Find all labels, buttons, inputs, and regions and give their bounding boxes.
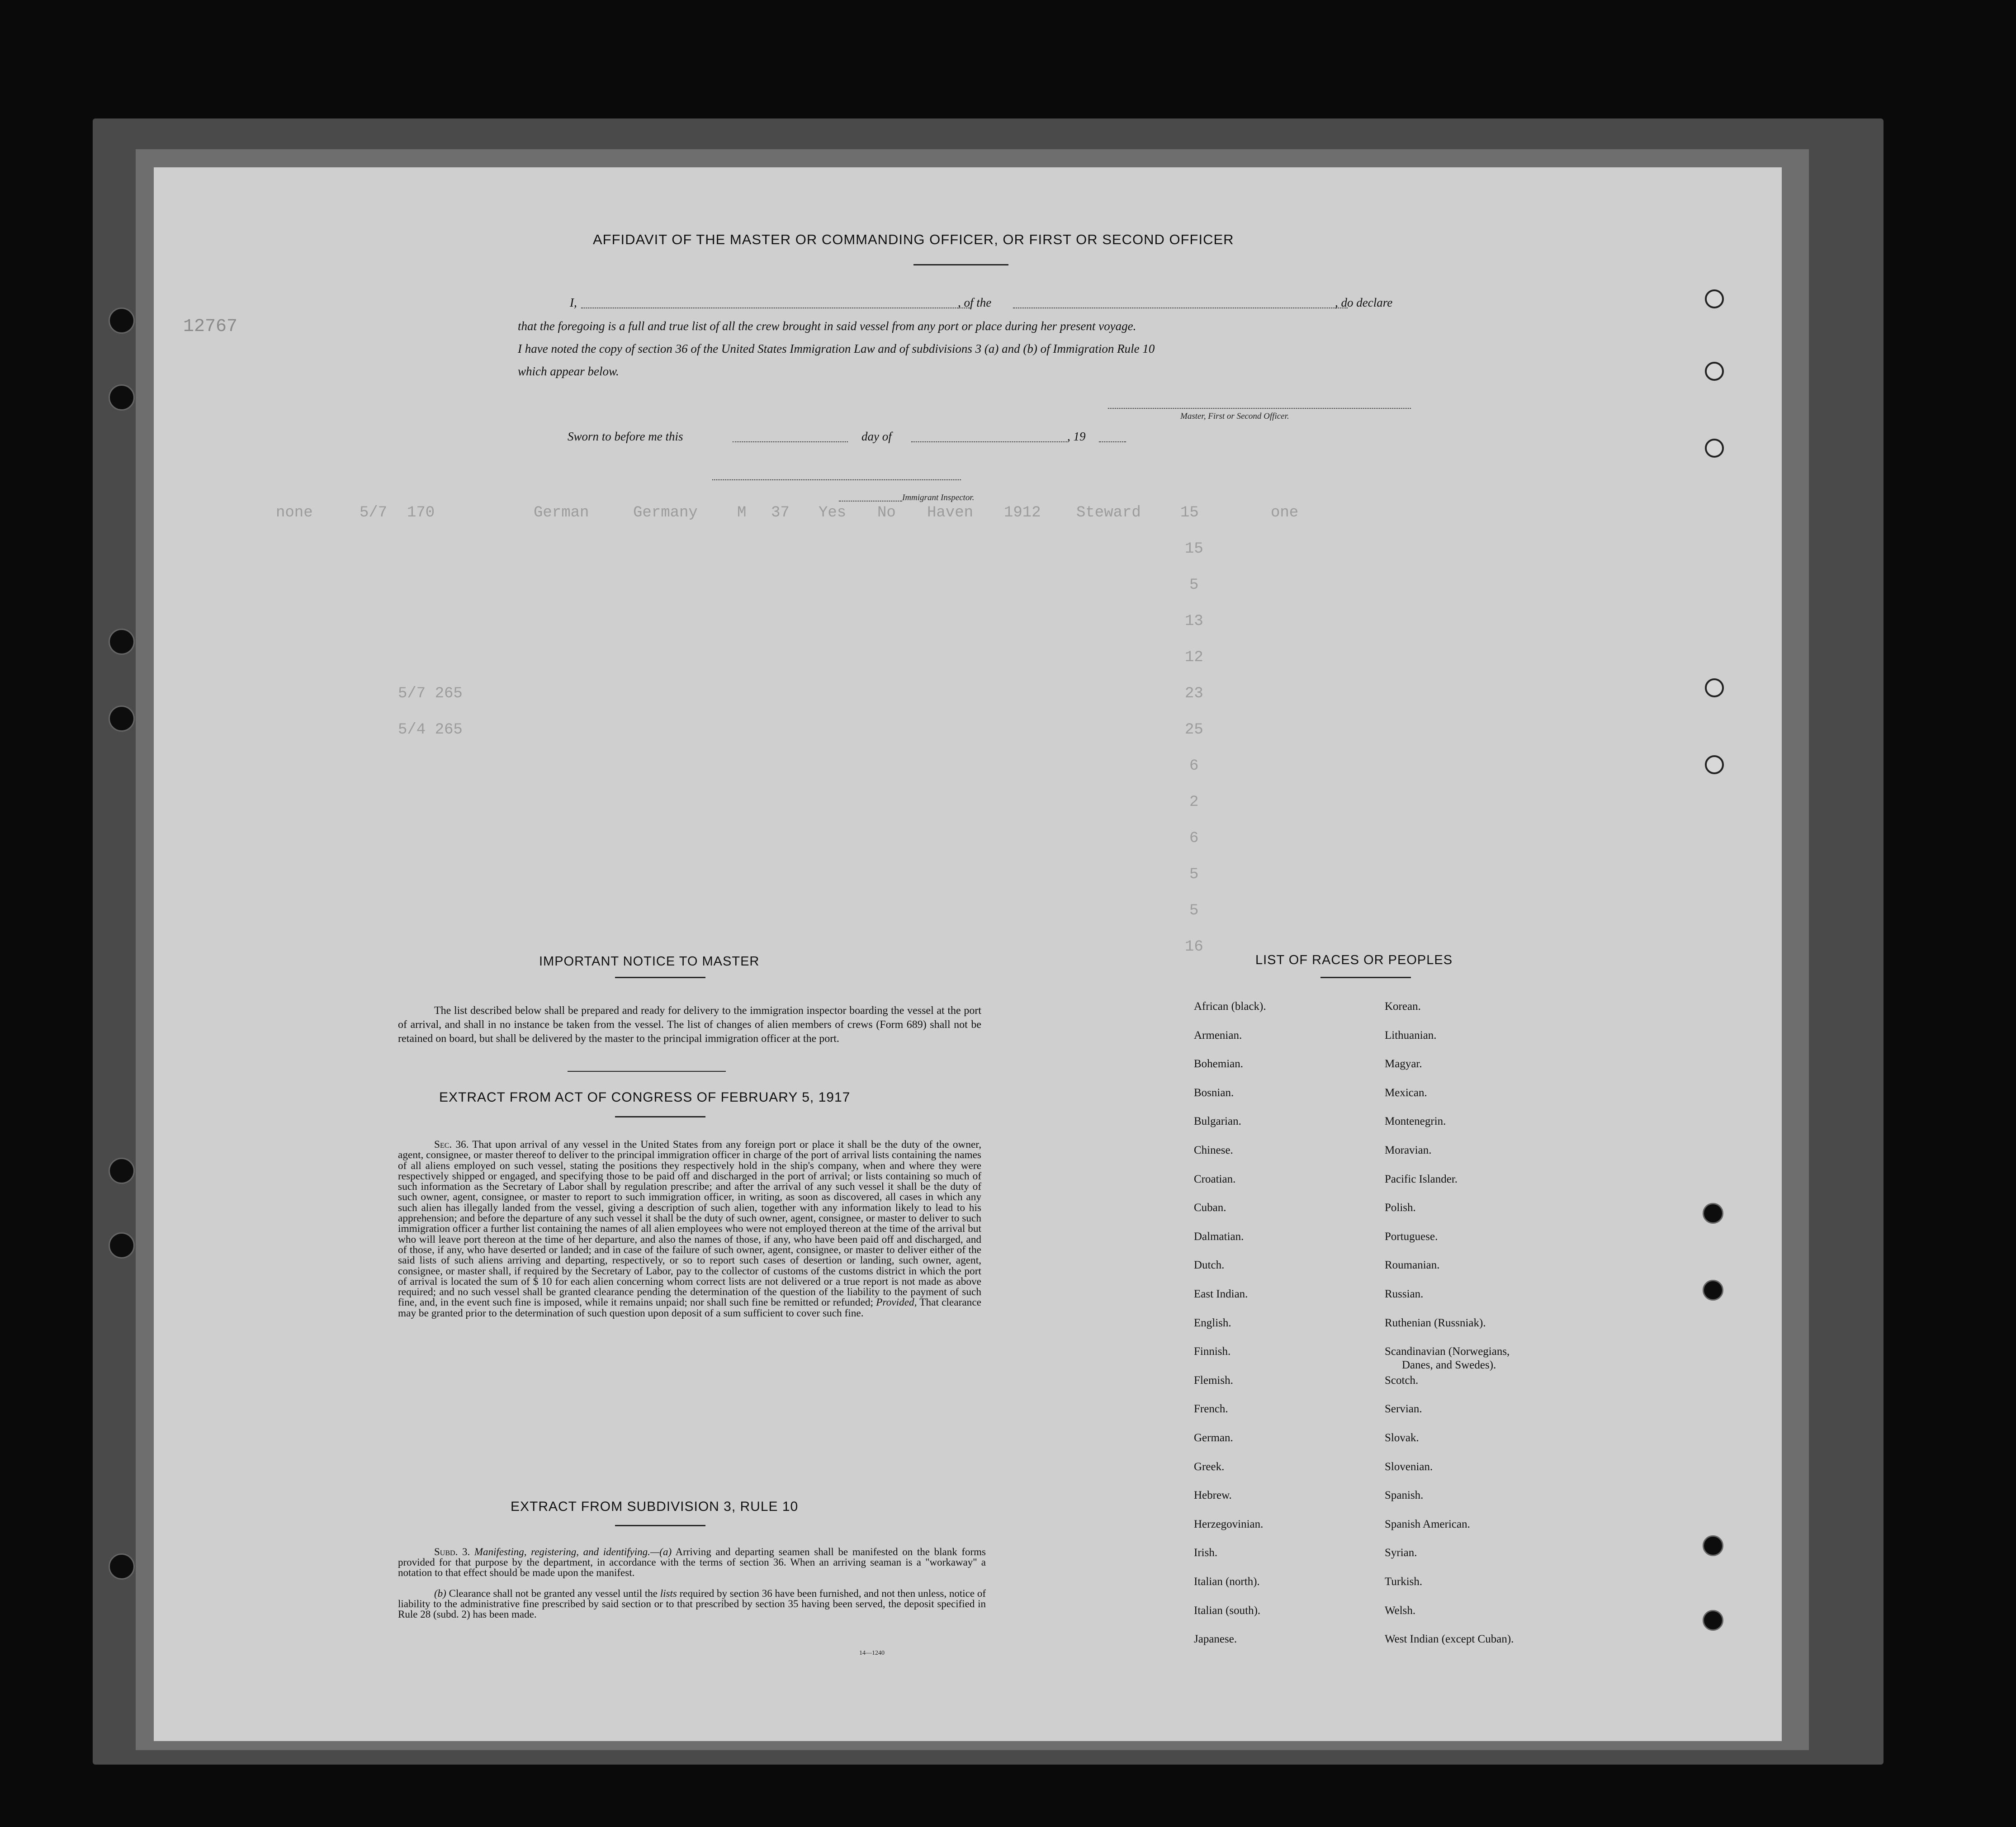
race-item: Bulgarian. bbox=[1194, 1115, 1241, 1128]
subd-b-post: required by section 36 have been furnished, and not then unless, notice of liability to the administrative fine prescribed by said section or to that prescribed by section 35 having been served, the deposit specified in Rule 28 (subd. 2) has been made. bbox=[398, 1588, 986, 1620]
notice-divider bbox=[568, 1071, 726, 1072]
punch-hole bbox=[1705, 362, 1724, 381]
race-item: Slovak. bbox=[1385, 1432, 1419, 1444]
sec-label: Sec. 36. bbox=[434, 1139, 469, 1150]
subd-label: Subd. 3. bbox=[434, 1546, 470, 1557]
punch-hole bbox=[1703, 1203, 1723, 1224]
bleedthrough-text: 5 bbox=[1189, 902, 1199, 919]
act-extract-rule bbox=[615, 1116, 705, 1117]
proviso-text: That clearance may be granted prior to the determination of such question upon deposit of a sum sufficient to cover such fine. bbox=[398, 1297, 981, 1319]
race-item: Japanese. bbox=[1194, 1633, 1237, 1646]
year-prefix: , 19 bbox=[1067, 430, 1086, 443]
race-item: Herzegovinian. bbox=[1194, 1518, 1264, 1530]
notice-title: IMPORTANT NOTICE TO MASTER bbox=[539, 954, 760, 969]
race-item: Spanish American. bbox=[1385, 1518, 1470, 1530]
race-item: Lithuanian. bbox=[1385, 1029, 1437, 1041]
race-item: Cuban. bbox=[1194, 1202, 1226, 1214]
race-item: Welsh. bbox=[1385, 1604, 1416, 1617]
race-item: Korean. bbox=[1385, 1000, 1421, 1013]
act-extract-body bbox=[398, 1140, 981, 1319]
race-item: Spanish. bbox=[1385, 1489, 1424, 1502]
bleedthrough-text: 37 bbox=[771, 504, 790, 521]
bleedthrough-text: No bbox=[877, 504, 896, 521]
manifest-sheet bbox=[154, 167, 1782, 1741]
race-item: Servian. bbox=[1385, 1403, 1422, 1415]
proviso-label: Provided, bbox=[876, 1297, 917, 1309]
punch-hole bbox=[109, 308, 135, 334]
bleedthrough-stamp: 12767 bbox=[183, 317, 238, 337]
race-item: West Indian (except Cuban). bbox=[1385, 1633, 1514, 1646]
bleedthrough-text: German bbox=[534, 504, 589, 521]
bleedthrough-text: 23 bbox=[1185, 685, 1203, 702]
rule-extract-title: EXTRACT FROM SUBDIVISION 3, RULE 10 bbox=[511, 1499, 799, 1514]
race-item: Russian. bbox=[1385, 1288, 1424, 1300]
race-item: East Indian. bbox=[1194, 1288, 1248, 1300]
race-item: Roumanian. bbox=[1385, 1259, 1440, 1272]
bleedthrough-text: Germany bbox=[633, 504, 698, 521]
day-of-label: day of bbox=[861, 430, 892, 443]
subd-a-text: Arriving and departing seamen shall be manifested on the blank forms provided for that purpose by the department, in accordance with the terms of section 36. When an arriving seaman is a "workaway" a notation to that effect should be made upon the manifest. bbox=[398, 1546, 986, 1578]
races-title: LIST OF RACES OR PEOPLES bbox=[1255, 953, 1453, 967]
bleedthrough-text: 15 bbox=[1185, 540, 1203, 558]
bleedthrough-text: Yes bbox=[819, 504, 847, 521]
punch-hole bbox=[1703, 1535, 1723, 1556]
bleedthrough-text: 13 bbox=[1185, 613, 1203, 630]
race-item: Dalmatian. bbox=[1194, 1230, 1244, 1243]
sworn-year-field[interactable] bbox=[1099, 441, 1126, 442]
race-item: Bosnian. bbox=[1194, 1086, 1234, 1099]
signature-caption: Master, First or Second Officer. bbox=[1180, 412, 1289, 421]
act-extract-title: EXTRACT FROM ACT OF CONGRESS OF FEBRUARY 5, 1917 bbox=[439, 1090, 851, 1105]
race-item: Scotch. bbox=[1385, 1374, 1419, 1387]
race-item: Polish. bbox=[1385, 1202, 1416, 1214]
bleedthrough-text: 25 bbox=[1185, 721, 1203, 738]
sworn-day-field[interactable] bbox=[733, 441, 848, 442]
bleedthrough-text: 6 bbox=[1189, 830, 1199, 847]
punch-hole bbox=[109, 629, 135, 655]
bleedthrough-text: 170 bbox=[407, 504, 435, 521]
race-item: Chinese. bbox=[1194, 1144, 1233, 1156]
bleedthrough-text: 12 bbox=[1185, 649, 1203, 666]
rule-subd-a bbox=[398, 1547, 986, 1578]
race-item: Greek. bbox=[1194, 1460, 1225, 1473]
race-item: Slovenian. bbox=[1385, 1460, 1433, 1473]
subd-b-label: (b) bbox=[434, 1588, 446, 1599]
race-item: Scandinavian (Norwegians, bbox=[1385, 1345, 1510, 1358]
bleedthrough-text: 5/7 bbox=[360, 504, 388, 521]
bleedthrough-text: 2 bbox=[1189, 794, 1199, 811]
race-item-continuation: Danes, and Swedes). bbox=[1402, 1359, 1496, 1372]
sec-36-text: That upon arrival of any vessel in the United States from any foreign port or place it shall be the duty of the owner, agent, consignee, or master thereof to deliver to the principal immigration officer in charge of the port of arrival lists containing the names of all aliens employed on such vessel, stating the positions they respectively hold in the ship's company, when and where they were respectively shipped or engaged, and specifying those to be paid off and discharged in the port of arrival; or lists containing so much of such information as the Secretary of Labor shall by regulation prescribe; and after the arrival of any such vessel it shall be the duty of such owner, agent, consignee, or master to report to such immigration officer, in writing, as soon as discovered, all cases in which any such alien has illegally landed from the vessel, giving a description of such alien, together with any information likely to lead to his apprehension; and before the departure of any such vessel it shall be the duty of such owner, agent, consignee, or master to deliver to such immigration officer a further list containing the names of all alien employees who were not employed thereon at the time of the arrival but who will leave port thereon at the time of her departure, and also the names of those, if any, who have been paid off and discharged, and of those, if any, who have deserted or landed; and in case of the failure of such owner, agent, consignee, or master to deliver either of the said lists of such aliens arriving and departing, respectively, or so to report such cases of desertion or landing, such owner, agent, consignee, or master shall, if required by the Secretary of Labor, pay to the collector of customs of the customs district in which the port of arrival is located the sum of $ 10 for each alien concerning whom correct lists are not delivered or a true report is not made as above required; and no such vessel shall be granted clearance pending the determination of the question of the liability to the payment of such fine, and, in the event such fine is imposed, while it remains unpaid; nor shall such fine be remitted or refunded; bbox=[398, 1139, 982, 1309]
race-item: Bohemian. bbox=[1194, 1058, 1244, 1070]
subd-heading: Manifesting, registering, and identifying.—(a) bbox=[474, 1546, 672, 1557]
race-item: Turkish. bbox=[1385, 1576, 1423, 1588]
inspector-signature-lead bbox=[839, 501, 902, 502]
race-item: Hebrew. bbox=[1194, 1489, 1232, 1502]
race-item: Italian (north). bbox=[1194, 1576, 1260, 1588]
affidavit-body-line: I have noted the copy of section 36 of the United States Immigration Law and of subdivisions 3 (a) and (b) of Immigration Rule 10 bbox=[518, 342, 1155, 355]
punch-hole bbox=[1705, 678, 1724, 697]
bleedthrough-text: 5/4 265 bbox=[398, 721, 463, 738]
punch-hole bbox=[1705, 439, 1724, 458]
punch-hole bbox=[109, 1553, 135, 1580]
bleedthrough-text: 5 bbox=[1189, 577, 1199, 594]
race-item: Magyar. bbox=[1385, 1058, 1422, 1070]
bleedthrough-text: 15 bbox=[1180, 504, 1199, 521]
bleedthrough-text: 5/7 265 bbox=[398, 685, 463, 702]
affidavit-body-line: that the foregoing is a full and true list of all the crew brought in said vessel from any port or place during her present voyage. bbox=[518, 319, 1136, 333]
sworn-month-field[interactable] bbox=[911, 441, 1067, 442]
affidavit-of-the: , of the bbox=[958, 296, 992, 309]
bleedthrough-text: none bbox=[276, 504, 313, 521]
race-item: Irish. bbox=[1194, 1547, 1218, 1559]
bleedthrough-text: Steward bbox=[1076, 504, 1141, 521]
race-item: African (black). bbox=[1194, 1000, 1266, 1013]
race-item: French. bbox=[1194, 1403, 1228, 1415]
punch-hole bbox=[109, 1158, 135, 1184]
race-item: Flemish. bbox=[1194, 1374, 1233, 1387]
affidavit-title-rule bbox=[913, 264, 1008, 265]
inspector-caption: Immigrant Inspector. bbox=[902, 493, 975, 502]
affidavit-title: AFFIDAVIT OF THE MASTER OR COMMANDING OFFICER, OR FIRST OR SECOND OFFICER bbox=[593, 232, 1234, 247]
punch-hole bbox=[1703, 1280, 1723, 1301]
punch-hole bbox=[1705, 755, 1724, 774]
bleedthrough-text: Haven bbox=[927, 504, 974, 521]
rule-subd-b bbox=[398, 1588, 986, 1619]
race-item: Italian (south). bbox=[1194, 1604, 1261, 1617]
races-title-rule bbox=[1320, 977, 1411, 978]
affidavit-i-label: I, bbox=[570, 296, 577, 309]
race-item: German. bbox=[1194, 1432, 1233, 1444]
punch-hole bbox=[1703, 1610, 1723, 1631]
subd-b-lists: lists bbox=[660, 1588, 677, 1599]
race-item: Moravian. bbox=[1385, 1144, 1432, 1156]
bleedthrough-text: one bbox=[1271, 504, 1299, 521]
race-item: Dutch. bbox=[1194, 1259, 1225, 1272]
bleedthrough-text: 5 bbox=[1189, 866, 1199, 883]
sworn-before-label: Sworn to before me this bbox=[568, 430, 683, 443]
punch-hole bbox=[109, 384, 135, 411]
bleedthrough-text: M bbox=[737, 504, 747, 521]
form-code: 14—1240 bbox=[859, 1650, 885, 1657]
bleedthrough-text: 1912 bbox=[1004, 504, 1041, 521]
officer-signature-field[interactable] bbox=[1108, 408, 1411, 409]
notice-body: The list described below shall be prepared and ready for delivery to the immigration inspector boarding the vessel at the port of arrival, and shall in no instance be taken from the vessel. The list of changes of alien members of crews (Form 689) shall not be retained on board, but shall be delivered by the master to the principal immigration officer at the port. bbox=[398, 1005, 981, 1045]
race-item: Finnish. bbox=[1194, 1345, 1231, 1358]
race-item: Croatian. bbox=[1194, 1173, 1236, 1185]
race-item: Pacific Islander. bbox=[1385, 1173, 1458, 1185]
affidavit-body-line: which appear below. bbox=[518, 364, 619, 378]
race-item: Portuguese. bbox=[1385, 1230, 1438, 1243]
rule-extract-rule bbox=[615, 1525, 705, 1526]
race-item: Ruthenian (Russniak). bbox=[1385, 1316, 1486, 1329]
subd-b-pre: Clearance shall not be granted any vessel until the bbox=[449, 1588, 658, 1599]
punch-hole bbox=[109, 705, 135, 732]
notice-title-rule bbox=[615, 977, 705, 978]
bleedthrough-text: 6 bbox=[1189, 757, 1199, 775]
bleedthrough-text: 16 bbox=[1185, 938, 1203, 956]
inspector-signature-field[interactable] bbox=[712, 479, 961, 480]
race-item: Armenian. bbox=[1194, 1029, 1242, 1041]
race-item: Syrian. bbox=[1385, 1547, 1417, 1559]
race-item: Montenegrin. bbox=[1385, 1115, 1446, 1128]
affidavit-do-declare: , do declare bbox=[1335, 296, 1393, 309]
race-item: Mexican. bbox=[1385, 1086, 1427, 1099]
punch-hole bbox=[1705, 289, 1724, 308]
race-item: English. bbox=[1194, 1316, 1231, 1329]
punch-hole bbox=[109, 1232, 135, 1259]
